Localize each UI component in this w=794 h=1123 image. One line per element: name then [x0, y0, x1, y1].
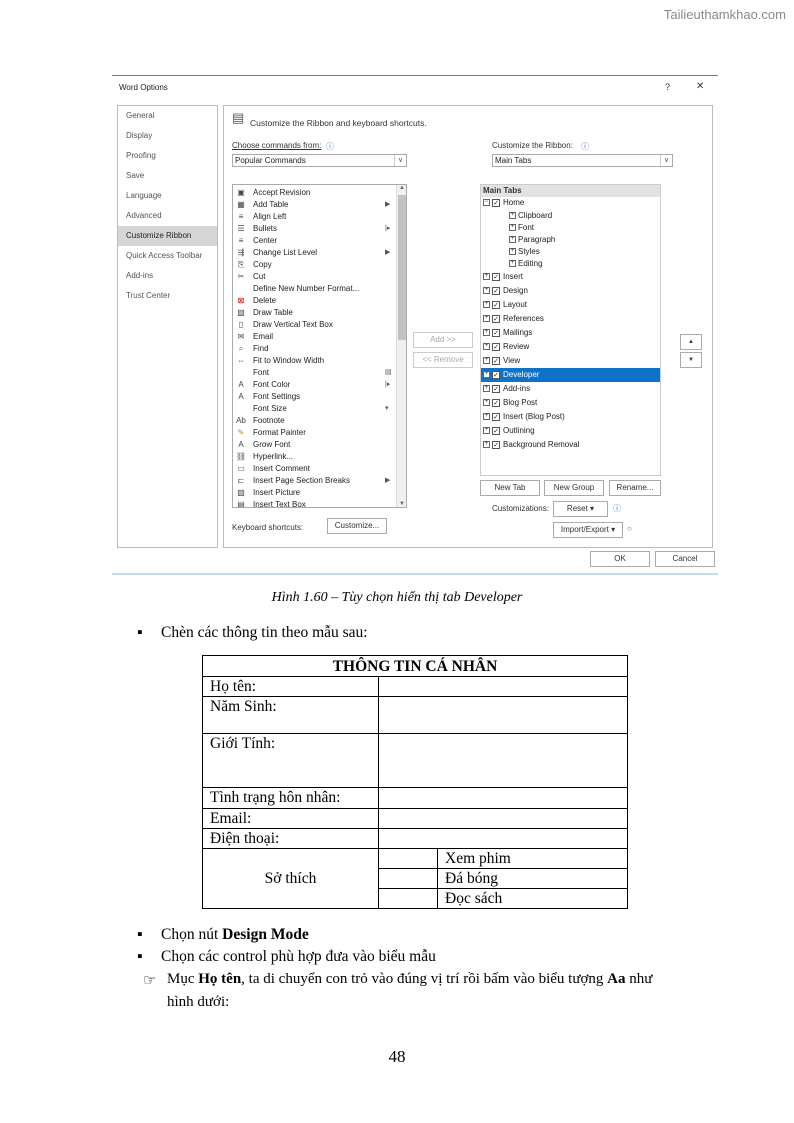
checkbox-cell: [379, 869, 438, 889]
tree-item-blog-post[interactable]: + ✓ Blog Post: [484, 398, 538, 407]
expand-icon[interactable]: +: [484, 287, 489, 294]
tree-item-references[interactable]: + ✓ References: [484, 314, 544, 323]
value-cell: [379, 677, 628, 697]
checkbox-icon[interactable]: ✓: [493, 357, 499, 365]
text-box-icon: ▯: [238, 320, 244, 329]
nav-item-advanced[interactable]: Advanced: [126, 211, 162, 220]
cut-icon: ✂: [237, 272, 245, 281]
checkbox-icon[interactable]: ✓: [493, 371, 499, 379]
nav-item-language[interactable]: Language: [126, 191, 162, 200]
chevron-down-icon: ∨: [394, 155, 406, 166]
expand-icon[interactable]: +: [484, 427, 489, 434]
reset-button[interactable]: Reset ▾: [553, 501, 608, 517]
tree-item-editing[interactable]: + Editing: [510, 259, 543, 268]
delete-icon: ⊠: [237, 296, 245, 305]
find-icon: ⌕: [238, 344, 244, 353]
label-ho-ten: Họ tên:: [203, 677, 379, 697]
hyperlink-icon: ⛓: [235, 452, 247, 461]
import-export-button[interactable]: Import/Export ▾: [553, 522, 623, 538]
checkbox-icon[interactable]: ✓: [493, 385, 499, 393]
nav-item-proofing[interactable]: Proofing: [126, 151, 156, 160]
tree-item-styles[interactable]: + Styles: [510, 247, 540, 256]
tree-item-view[interactable]: + ✓ View: [484, 356, 521, 365]
section-heading: Customize the Ribbon and keyboard shortcuts.: [250, 118, 427, 128]
commands-list[interactable]: [232, 184, 407, 508]
list-item[interactable]: Font Size ▾: [253, 404, 389, 413]
list-item[interactable]: ≡ Center: [233, 235, 277, 247]
copy-icon: ⎘: [237, 260, 245, 269]
list-item[interactable]: ☰ Bullets |▸: [233, 223, 277, 235]
nav-item-quick-access-toolbar[interactable]: Quick Access Toolbar: [126, 251, 203, 260]
tree-item-home[interactable]: − ✓ Home: [484, 198, 525, 207]
square-bullet-icon: ▪: [137, 624, 143, 641]
format-painter-icon: ✎: [237, 428, 245, 437]
tree-item-review[interactable]: + ✓ Review: [484, 342, 530, 351]
checkbox-icon[interactable]: ✓: [493, 199, 499, 207]
options-nav: [117, 105, 218, 548]
personal-info-table: [202, 655, 628, 909]
checkbox-icon[interactable]: ✓: [493, 413, 499, 421]
label-email: Email:: [203, 809, 379, 829]
label-tinh-trang: Tình trạng hôn nhân:: [203, 788, 379, 809]
watermark: Tailieuthamkhao.com: [663, 7, 786, 22]
checkbox-icon[interactable]: ✓: [493, 441, 499, 449]
hobby-doc-sach: Đọc sách: [438, 889, 628, 909]
dialog-bottom-border: [112, 573, 718, 575]
expand-icon[interactable]: +: [484, 343, 489, 350]
font-box-icon: ▤: [385, 369, 392, 376]
list-item[interactable]: ✂ Cut: [233, 271, 265, 283]
keyboard-shortcuts-label: Keyboard shortcuts:: [232, 523, 304, 532]
chevron-down-icon: ∨: [660, 155, 672, 166]
pointing-hand-icon: ☞: [143, 973, 157, 989]
list-item[interactable]: Ab Footnote: [236, 416, 285, 425]
move-down-button[interactable]: ▼: [680, 352, 702, 368]
hobby-da-bong: Đá bóng: [438, 869, 628, 889]
list-item[interactable]: ▣ Accept Revision: [233, 187, 310, 199]
value-cell: [379, 829, 628, 849]
customize-ribbon-label: Customize the Ribbon:: [492, 141, 573, 150]
checkbox-icon[interactable]: ✓: [493, 273, 499, 281]
help-icon[interactable]: ?: [665, 82, 671, 92]
choose-commands-value: Popular Commands: [235, 156, 306, 165]
move-up-button[interactable]: ▲: [680, 334, 702, 350]
note-item: ☞ Mục Họ tên, ta di chuyển con trỏ vào đúng vị trí rồi bấm vào biểu tượng Aa như: [143, 971, 653, 989]
expand-icon[interactable]: +: [484, 441, 489, 448]
bullet-item: ▪ Chọn nút Design Mode: [137, 926, 309, 943]
submenu-arrow-icon: ▶: [385, 477, 391, 484]
new-group-button[interactable]: New Group: [544, 480, 604, 496]
expand-icon[interactable]: +: [510, 224, 515, 231]
checkbox-icon[interactable]: ✓: [493, 287, 499, 295]
tree-item-clipboard[interactable]: + Clipboard: [510, 211, 553, 220]
ribbon-customize-icon: ▤: [232, 110, 245, 125]
align-left-icon: ≡: [238, 212, 244, 221]
checkbox-icon[interactable]: ✓: [493, 399, 499, 407]
customize-shortcuts-button[interactable]: Customize...: [327, 518, 387, 534]
tree-item-paragraph[interactable]: + Paragraph: [510, 235, 556, 244]
expand-icon[interactable]: +: [484, 273, 489, 280]
expand-icon[interactable]: +: [484, 329, 489, 336]
list-item[interactable]: A Font Color |▸: [233, 379, 290, 391]
value-cell: [379, 809, 628, 829]
label-dien-thoai: Điện thoại:: [203, 829, 379, 849]
bullet-item: ▪ Chèn các thông tin theo mẫu sau:: [137, 624, 368, 641]
checkbox-icon[interactable]: ✓: [493, 315, 499, 323]
note-continuation: hình dưới:: [167, 994, 230, 1010]
list-item[interactable]: ⇔ Fit to Window Width: [237, 356, 325, 365]
nav-item-customize-ribbon[interactable]: Customize Ribbon: [118, 226, 217, 246]
ribbon-tree[interactable]: [480, 184, 661, 476]
dialog-title: Word Options: [119, 83, 168, 92]
label-gioi-tinh: Giới Tính:: [203, 734, 379, 788]
list-item[interactable]: ⌕ Find: [233, 343, 269, 355]
list-item[interactable]: ▭ Insert Comment: [233, 463, 310, 475]
list-item[interactable]: ▯ Draw Vertical Text Box: [233, 319, 333, 331]
checkbox-icon[interactable]: ✓: [493, 301, 499, 309]
value-cell: [379, 788, 628, 809]
email-icon: ✉: [237, 332, 245, 341]
collapse-icon[interactable]: −: [484, 199, 489, 206]
rename-button[interactable]: Rename...: [609, 480, 661, 496]
draw-table-icon: ▧: [237, 308, 245, 317]
ok-button[interactable]: OK: [590, 551, 650, 567]
page-break-icon: ⊏: [237, 476, 245, 485]
square-bullet-icon: ▪: [137, 926, 143, 943]
commands-scrollbar[interactable]: [396, 185, 406, 507]
tree-item-insert[interactable]: + ✓ Insert: [484, 272, 524, 281]
fit-width-icon: ⇔: [237, 356, 245, 365]
list-item[interactable]: ≡ Align Left: [233, 211, 286, 223]
submenu-arrow-icon: ▶: [385, 249, 391, 256]
bullets-icon: ☰: [237, 224, 245, 233]
list-item[interactable]: A Font Settings: [233, 391, 300, 403]
expand-icon[interactable]: +: [484, 301, 489, 308]
choose-commands-dropdown[interactable]: [232, 154, 407, 167]
expand-icon[interactable]: +: [510, 260, 515, 267]
nav-item-save[interactable]: Save: [126, 171, 145, 180]
expand-icon[interactable]: +: [484, 371, 489, 378]
tree-item-background-removal[interactable]: + ✓ Background Removal: [484, 440, 580, 449]
checkbox-cell: [379, 849, 438, 869]
expand-icon[interactable]: +: [510, 248, 515, 255]
list-item[interactable]: Define New Number Format...: [253, 284, 360, 293]
list-item[interactable]: ⛓ Hyperlink...: [235, 452, 294, 461]
tree-item-design[interactable]: + ✓ Design: [484, 286, 528, 295]
expand-icon[interactable]: +: [484, 357, 489, 364]
expand-icon[interactable]: +: [484, 315, 489, 322]
checkbox-icon[interactable]: ✓: [493, 343, 499, 351]
checkbox-cell: [379, 889, 438, 909]
info-icon: ○: [627, 524, 632, 533]
font-settings-icon: A: [238, 392, 244, 401]
tree-item-outlining[interactable]: + ✓ Outlining: [484, 426, 535, 435]
tree-item-developer[interactable]: + ✓ Developer: [481, 368, 661, 382]
word-options-dialog: [112, 75, 718, 575]
text-box-icon: ▤: [237, 500, 245, 508]
choose-commands-label: Choose commands from:: [232, 141, 322, 150]
tree-item-font[interactable]: + Font: [510, 223, 535, 232]
value-cell: [379, 697, 628, 734]
submenu-arrow-icon: |▸: [385, 381, 391, 388]
comment-icon: ▭: [237, 464, 245, 473]
table-title: THÔNG TIN CÁ NHÂN: [203, 656, 628, 677]
expand-icon[interactable]: +: [510, 212, 515, 219]
customize-ribbon-panel: [223, 105, 713, 548]
submenu-arrow-icon: ▶: [385, 201, 391, 208]
list-item[interactable]: ✉ Email: [233, 331, 273, 343]
nav-item-trust-center[interactable]: Trust Center: [126, 291, 171, 300]
label-so-thich: Sở thích: [203, 849, 379, 909]
nav-item-general[interactable]: General: [126, 111, 155, 120]
customize-ribbon-value: Main Tabs: [495, 156, 532, 165]
list-item[interactable]: ✎ Format Painter: [233, 427, 306, 439]
add-button[interactable]: Add >>: [413, 332, 473, 348]
checkbox-icon[interactable]: ✓: [493, 329, 499, 337]
list-item[interactable]: ⎘ Copy: [233, 259, 272, 271]
scroll-thumb[interactable]: [398, 195, 406, 340]
list-item[interactable]: ▨ Insert Picture: [233, 487, 300, 499]
nav-item-display[interactable]: Display: [126, 131, 153, 140]
close-icon[interactable]: ✕: [696, 81, 705, 92]
tree-item-mailings[interactable]: + ✓ Mailings: [484, 328, 533, 337]
list-item[interactable]: A Grow Font: [233, 439, 290, 451]
hobby-xem-phim: Xem phim: [438, 849, 628, 869]
info-icon: ⓘ: [326, 142, 334, 151]
square-bullet-icon: ▪: [137, 948, 143, 965]
expand-icon[interactable]: +: [484, 385, 489, 392]
label-nam-sinh: Năm Sinh:: [203, 697, 379, 734]
submenu-arrow-icon: |▸: [385, 225, 391, 232]
font-color-icon: A: [238, 380, 244, 389]
info-icon: ⓘ: [613, 504, 621, 513]
tree-header: Main Tabs: [481, 185, 660, 197]
grow-font-icon: A: [238, 440, 244, 449]
customize-ribbon-dropdown[interactable]: [492, 154, 673, 167]
list-item[interactable]: ⇶ Change List Level ▶: [233, 247, 317, 259]
value-cell: [379, 734, 628, 788]
list-item[interactable]: Font ▤: [253, 368, 392, 377]
picture-icon: ▨: [237, 488, 245, 497]
checkbox-icon[interactable]: ✓: [493, 427, 499, 435]
customizations-label: Customizations:: [492, 504, 549, 513]
table-icon: ▦: [237, 200, 245, 209]
list-item[interactable]: ⊠ Delete: [233, 295, 276, 307]
center-icon: ≡: [238, 236, 244, 245]
list-item[interactable]: ▧ Draw Table: [233, 307, 293, 319]
new-tab-button[interactable]: New Tab: [480, 480, 540, 496]
nav-item-add-ins[interactable]: Add-ins: [126, 271, 154, 280]
tree-item-insert-blog-post[interactable]: + ✓ Insert (Blog Post): [484, 412, 565, 421]
list-item[interactable]: ⊏ Insert Page Section Breaks ▶: [233, 475, 350, 487]
list-level-icon: ⇶: [237, 248, 245, 257]
tree-item-layout[interactable]: + ✓ Layout: [484, 300, 528, 309]
list-item[interactable]: ▤ Insert Text Box: [233, 499, 306, 508]
accept-revision-icon: ▣: [237, 188, 245, 197]
cancel-button[interactable]: Cancel: [655, 551, 715, 567]
expand-icon[interactable]: +: [484, 413, 489, 420]
font-size-box-icon: ▾: [385, 405, 389, 412]
page-number: 48: [388, 1047, 406, 1066]
expand-icon[interactable]: +: [510, 236, 515, 243]
figure-caption: Hình 1.60 – Tùy chọn hiển thị tab Developer: [271, 590, 523, 605]
list-item[interactable]: ▦ Add Table ▶: [233, 199, 288, 211]
scroll-down-icon[interactable]: ▼: [399, 501, 405, 507]
scroll-up-icon[interactable]: ▲: [399, 185, 405, 191]
tree-item-add-ins[interactable]: + ✓ Add-ins: [484, 384, 531, 393]
bullet-item: ▪ Chọn các control phù hợp đưa vào biểu mẫu: [137, 948, 436, 965]
expand-icon[interactable]: +: [484, 399, 489, 406]
footnote-icon: Ab: [236, 416, 246, 425]
info-icon: ⓘ: [581, 142, 589, 151]
remove-button[interactable]: << Remove: [413, 352, 473, 368]
